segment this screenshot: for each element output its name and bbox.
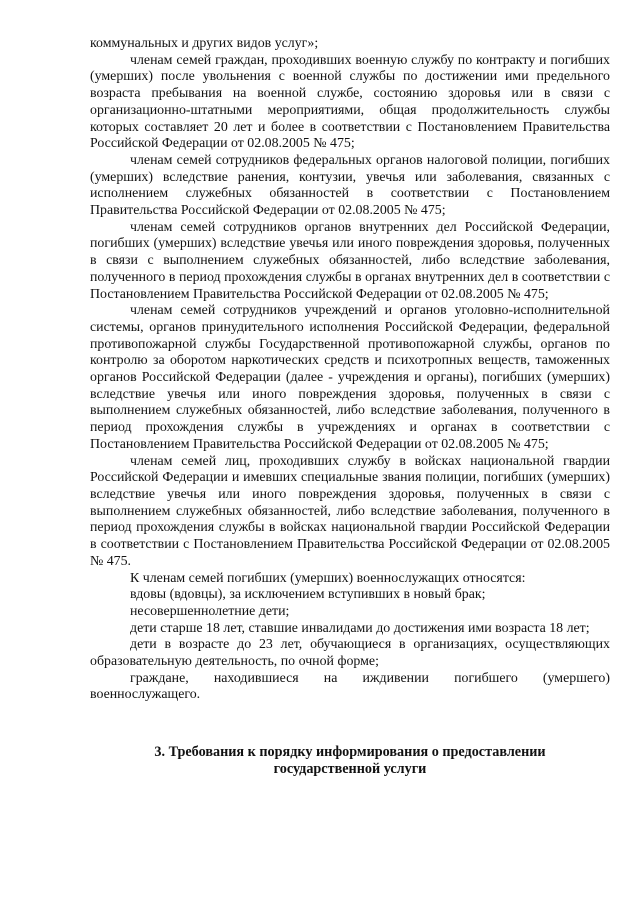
section-heading: 3. Требования к порядку информирования о предоставлении государственной услуги — [154, 744, 546, 778]
list-item-disabled-children: дети старше 18 лет, ставшие инвалидами до достижения ими возраста 18 лет; — [130, 620, 590, 636]
paragraph-penal-system: членам семей сотрудников учреждений и органов уголовно-исполнительной системы, органов принудительного исполнения Российской Федерации, федеральной противопожарной службы Государственной противопожарной службы, органов по контролю за оборотом наркотических средств и психотропных веществ, таможенных органов Российской Федерации (далее - учреждения и органы), погибших (умерших) вследствие увечья или иного повреждения здоровья, полученных в связи с выполнением служебных обязанностей, либо вследствие заболевания, полученного в период прохождения службы в учреждениях и органах в соответствии с Постановлением Правительства Российской Федерации от 02.08.2005 № 475; — [90, 303, 610, 452]
paragraph-national-guard: членам семей лиц, проходивших службу в войсках национальной гвардии Российской Федерации и имевших специальные звания полиции, погибших (умерших) вследствие увечья или иного повреждения здоровья, полученных в связи с выполнением служебных обязанностей, либо вследствие заболевания, полученного в период прохождения службы в войсках национальной гвардии Российской Федерации в соответствии с Постановлением Правительства Российской Федерации от 02.08.2005 № 475. — [90, 453, 610, 569]
list-item-minors: несовершеннолетние дети; — [130, 603, 290, 619]
list-item-dependents: граждане, находившиеся на иждивении погибшего (умершего) военнослужащего. — [90, 670, 610, 703]
list-item-students: дети в возрасте до 23 лет, обучающиеся в организациях, осуществляющих образовательную деятельность, по очной форме; — [90, 637, 610, 670]
list-item-widows: вдовы (вдовцы), за исключением вступивших в новый брак; — [130, 587, 486, 603]
paragraph-internal-affairs: членам семей сотрудников органов внутренних дел Российской Федерации, погибших (умерших) вследствие увечья или иного повреждения здоровья, полученных в связи с выполнением служебных обязанностей, либо вследствие заболевания, полученного в период прохождения службы в органах внутренних дел в соответствии с Постановлением Правительства Российской Федерации от 02.08.2005 № 475; — [90, 219, 610, 302]
paragraph-continuation: коммунальных и других видов услуг»; — [90, 36, 319, 51]
paragraph-contract-servicemen: членам семей граждан, проходивших военную службу по контракту и погибших (умерших) после увольнения с военной службы по достижении ими предельного возраста пребывания на военной службе, состоянию здоровья или в связи с организационно-штатными мероприятиями, общая продолжительность службы которых составляет 20 лет и более в соответствии с Постановлением Правительства Российской Федерации от 02.08.2005 № 475; — [90, 52, 610, 152]
paragraph-family-members-intro: К членам семей погибших (умерших) военнослужащих относятся: — [130, 570, 526, 586]
document-page — [90, 36, 610, 778]
paragraph-tax-police: членам семей сотрудников федеральных органов налоговой полиции, погибших (умерших) вследствие ранения, контузии, увечья или заболевания, связанных с исполнением служебных обязанностей в соответствии с Постановлением Правительства Российской Федерации от 02.08.2005 № 475; — [90, 152, 610, 219]
